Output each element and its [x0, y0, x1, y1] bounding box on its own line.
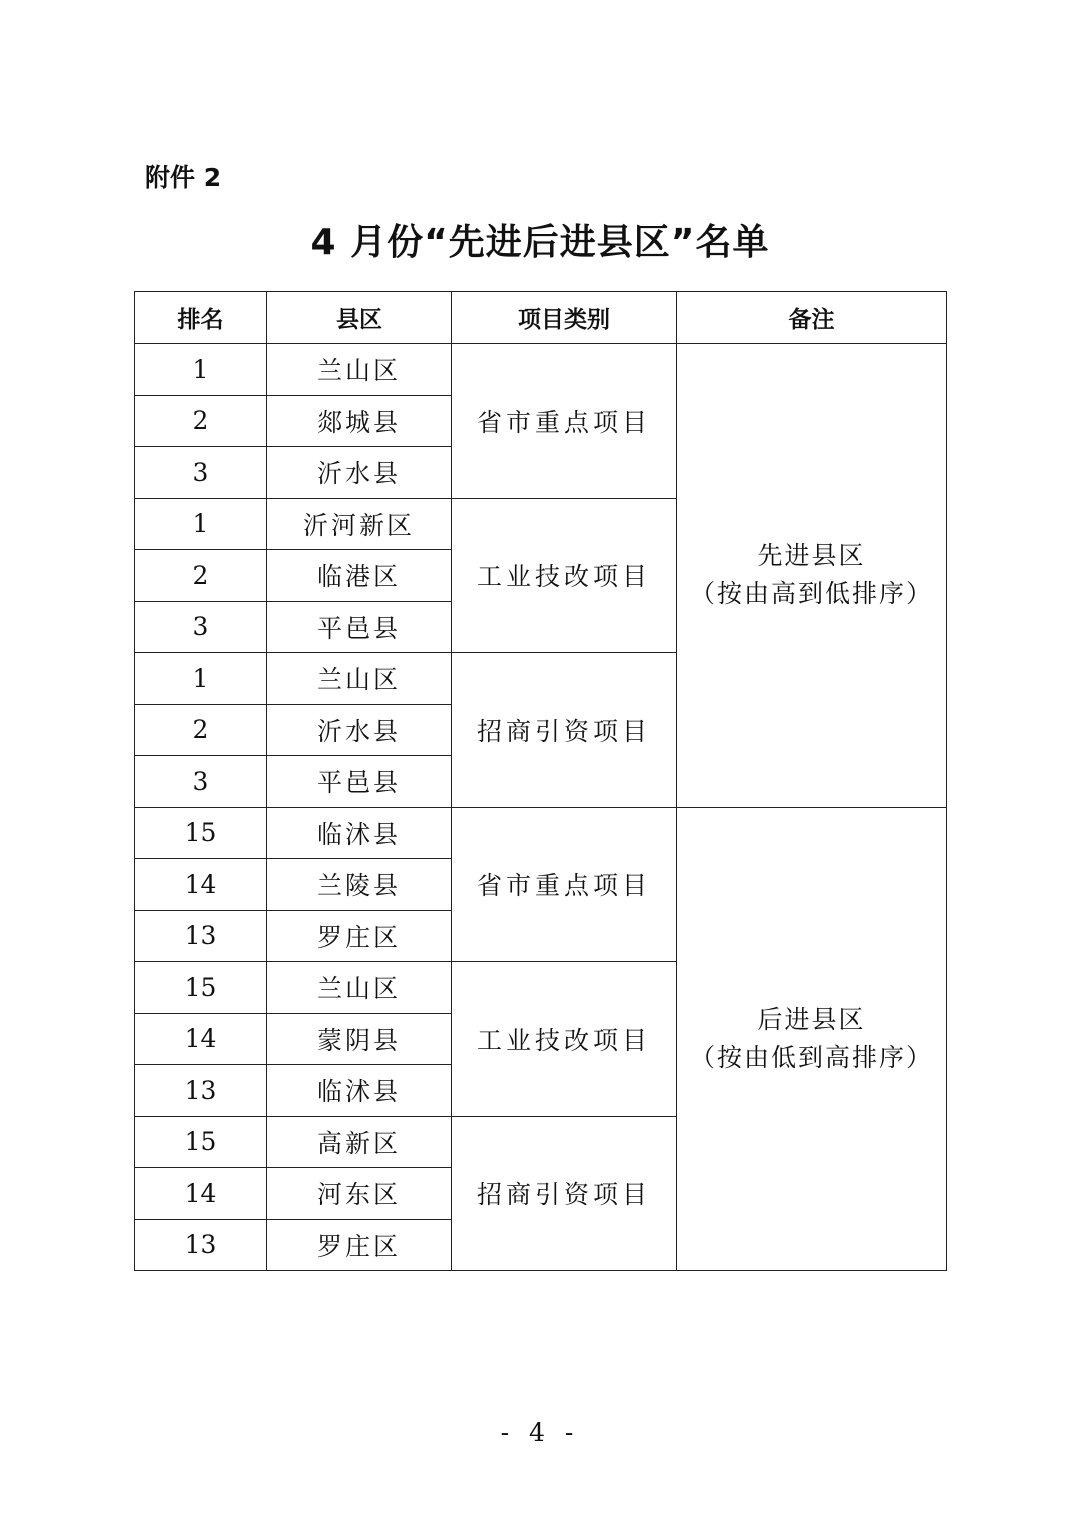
county-cell: 河东区	[267, 1168, 452, 1220]
category-cell: 省市重点项目	[452, 344, 677, 499]
rank-cell: 3	[135, 756, 267, 808]
rank-cell: 2	[135, 704, 267, 756]
category-cell: 招商引资项目	[452, 1116, 677, 1271]
county-cell: 沂河新区	[267, 498, 452, 550]
rank-cell: 15	[135, 1116, 267, 1168]
category-cell: 工业技改项目	[452, 962, 677, 1117]
rank-cell: 15	[135, 807, 267, 859]
document-title: 4 月份“先进后进县区”名单	[310, 222, 770, 263]
rank-cell: 13	[135, 1065, 267, 1117]
table-header-row	[135, 292, 947, 344]
attachment-label: 附件 2	[145, 163, 222, 192]
county-cell: 高新区	[267, 1116, 452, 1168]
header-rank: 排名	[135, 292, 267, 344]
county-cell: 蒙阴县	[267, 1013, 452, 1065]
category-cell: 工业技改项目	[452, 498, 677, 653]
table-body	[135, 344, 947, 1271]
note-detail: （按由高到低排序）	[689, 579, 933, 609]
ranking-table	[134, 291, 947, 1271]
county-cell: 郯城县	[267, 395, 452, 447]
county-cell: 罗庄区	[267, 910, 452, 962]
note-title: 后进县区	[757, 1004, 866, 1034]
page-number: - 4 -	[500, 1418, 580, 1447]
note-detail: （按由低到高排序）	[689, 1042, 933, 1072]
table-row	[135, 344, 947, 396]
county-cell: 兰山区	[267, 962, 452, 1014]
rank-cell: 3	[135, 601, 267, 653]
rank-cell: 2	[135, 395, 267, 447]
rank-cell: 15	[135, 962, 267, 1014]
county-cell: 罗庄区	[267, 1219, 452, 1271]
rank-cell: 14	[135, 1013, 267, 1065]
county-cell: 兰山区	[267, 653, 452, 705]
county-cell: 沂水县	[267, 447, 452, 499]
category-cell: 省市重点项目	[452, 807, 677, 962]
header-category: 项目类别	[452, 292, 677, 344]
rank-cell: 14	[135, 1168, 267, 1220]
table-row	[135, 807, 947, 859]
note-cell	[677, 344, 947, 808]
rank-cell: 14	[135, 859, 267, 911]
county-cell: 平邑县	[267, 756, 452, 808]
category-cell: 招商引资项目	[452, 653, 677, 808]
note-title: 先进县区	[757, 541, 866, 571]
rank-cell: 13	[135, 1219, 267, 1271]
header-county: 县区	[267, 292, 452, 344]
county-cell: 沂水县	[267, 704, 452, 756]
county-cell: 临沭县	[267, 1065, 452, 1117]
county-cell: 兰陵县	[267, 859, 452, 911]
rank-cell: 13	[135, 910, 267, 962]
rank-cell: 1	[135, 344, 267, 396]
county-cell: 兰山区	[267, 344, 452, 396]
rank-cell: 1	[135, 498, 267, 550]
header-note: 备注	[677, 292, 947, 344]
note-cell	[677, 807, 947, 1271]
rank-cell: 3	[135, 447, 267, 499]
county-cell: 临港区	[267, 550, 452, 602]
county-cell: 平邑县	[267, 601, 452, 653]
rank-cell: 1	[135, 653, 267, 705]
rank-cell: 2	[135, 550, 267, 602]
county-cell: 临沭县	[267, 807, 452, 859]
